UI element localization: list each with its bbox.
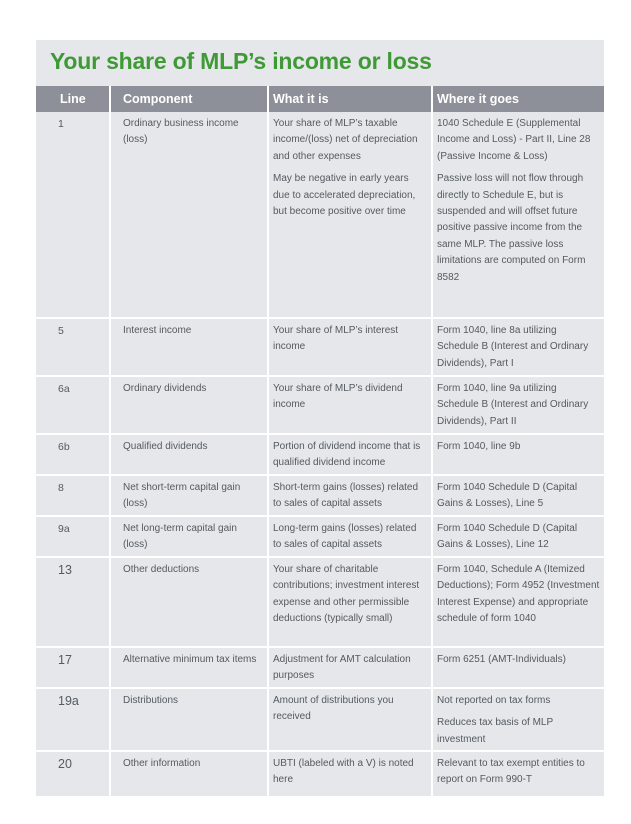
row-what: UBTI (labeled with a V) is noted here: [268, 751, 432, 796]
header-where: Where it goes: [432, 86, 604, 112]
row-where: Form 1040, Schedule A (Itemized Deductions); Form 4952 (Investment Interest Expense) and appropriate schedule of form 1040: [432, 557, 604, 647]
table-row: [36, 475, 604, 516]
row-line: 6a: [36, 376, 110, 434]
row-component: Alternative minimum tax items: [110, 647, 268, 688]
row-what-text: May be negative in early years due to accelerated depreciation, but become positive over time: [273, 173, 416, 218]
table-row: [36, 112, 604, 318]
row-where: Relevant to tax exempt entities to report on Form 990-T: [432, 751, 604, 796]
table-row: [36, 647, 604, 688]
row-line: 19a: [36, 688, 110, 751]
row-what: [268, 112, 432, 318]
mlp-income-table: [36, 86, 604, 796]
row-where: Form 6251 (AMT-Individuals): [432, 647, 604, 688]
row-line: 9a: [36, 516, 110, 557]
row-where-text: Reduces tax basis of MLP investment: [437, 717, 553, 745]
row-component: Other deductions: [110, 557, 268, 647]
row-component: Net long-term capital gain (loss): [110, 516, 268, 557]
row-what: Your share of MLP’s dividend income: [268, 376, 432, 434]
row-line: 13: [36, 557, 110, 647]
table-header-row: [36, 86, 604, 112]
table-row: [36, 516, 604, 557]
row-where: Form 1040 Schedule D (Capital Gains & Losses), Line 5: [432, 475, 604, 516]
row-component: Ordinary business income (loss): [110, 112, 268, 318]
table-row: [36, 318, 604, 376]
row-component: Distributions: [110, 688, 268, 751]
table-row: [36, 434, 604, 475]
row-where: [432, 112, 604, 318]
header-component: Component: [110, 86, 268, 112]
row-component: Ordinary dividends: [110, 376, 268, 434]
row-where-text: Not reported on tax forms: [437, 695, 551, 706]
row-component: Net short-term capital gain (loss): [110, 475, 268, 516]
row-what: Portion of dividend income that is qualified dividend income: [268, 434, 432, 475]
row-what: Amount of distributions you received: [268, 688, 432, 751]
page-title: Your share of MLP’s income or loss: [50, 48, 432, 74]
row-line: 1: [36, 112, 110, 318]
row-line: 6b: [36, 434, 110, 475]
table-row: [36, 688, 604, 751]
table-row: [36, 376, 604, 434]
row-where: Form 1040, line 9a utilizing Schedule B (Interest and Ordinary Dividends), Part II: [432, 376, 604, 434]
row-line: 20: [36, 751, 110, 796]
row-line: 17: [36, 647, 110, 688]
row-where: Form 1040, line 9b: [432, 434, 604, 475]
row-line: 8: [36, 475, 110, 516]
row-what: Adjustment for AMT calculation purposes: [268, 647, 432, 688]
row-what: Your share of charitable contributions; investment interest expense and other permissible deductions (typically small): [268, 557, 432, 647]
row-line: 5: [36, 318, 110, 376]
row-component: Interest income: [110, 318, 268, 376]
table-row: [36, 751, 604, 796]
table-row: [36, 557, 604, 647]
header-what: What it is: [268, 86, 432, 112]
row-where: Form 1040, line 8a utilizing Schedule B (Interest and Ordinary Dividends), Part I: [432, 318, 604, 376]
row-component: Qualified dividends: [110, 434, 268, 475]
row-what-text: Your share of MLP’s taxable income/(loss) net of depreciation and other expenses: [273, 118, 418, 162]
row-where: Form 1040 Schedule D (Capital Gains & Losses), Line 12: [432, 516, 604, 557]
row-what: Your share of MLP’s interest income: [268, 318, 432, 376]
row-what: Long-term gains (losses) related to sales of capital assets: [268, 516, 432, 557]
row-component: Other information: [110, 751, 268, 796]
row-what: Short-term gains (losses) related to sales of capital assets: [268, 475, 432, 516]
row-where: [432, 688, 604, 751]
row-where-text: Passive loss will not flow through directly to Schedule E, but is suspended and will offset future positive passive income from the same MLP. The passive loss limitations are computed on Form 8582: [437, 173, 586, 283]
header-line: Line: [36, 86, 110, 112]
row-where-text: 1040 Schedule E (Supplemental Income and Loss) - Part II, Line 28 (Passive Income & Loss): [437, 118, 591, 162]
